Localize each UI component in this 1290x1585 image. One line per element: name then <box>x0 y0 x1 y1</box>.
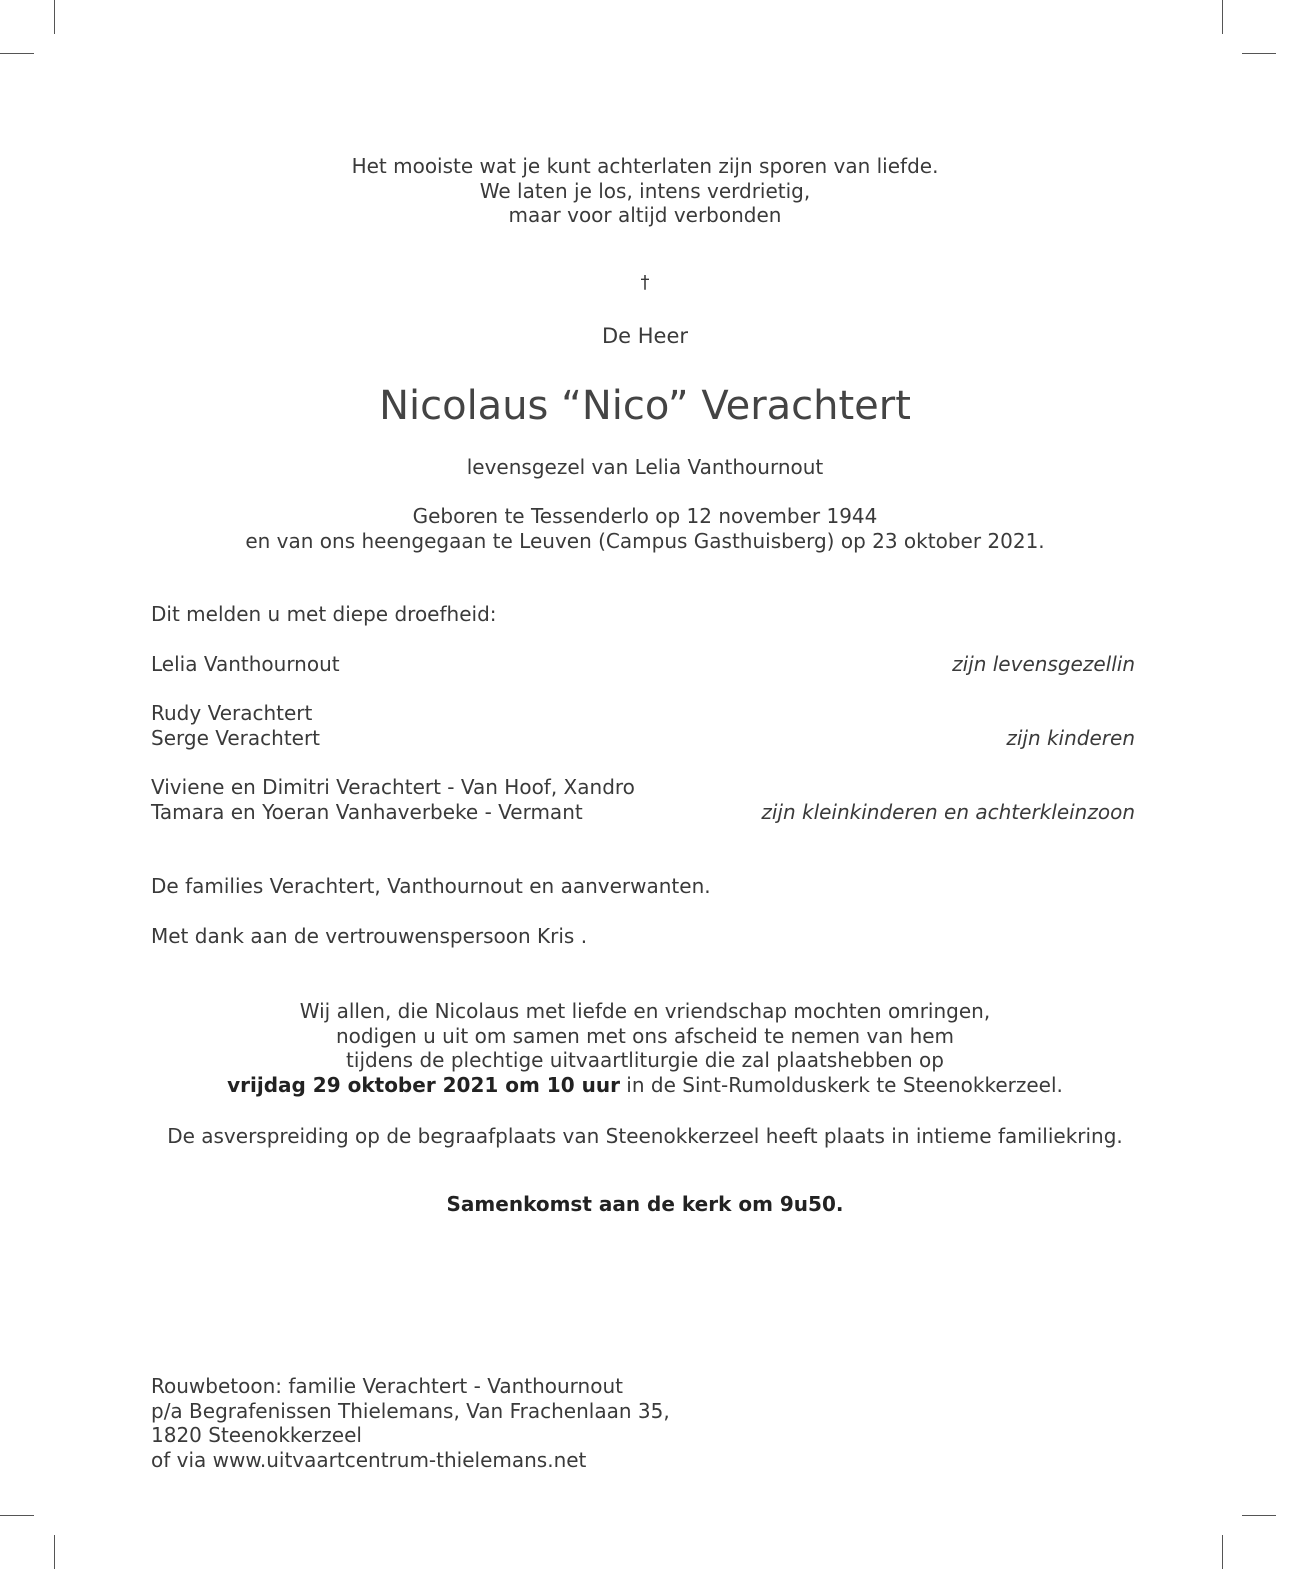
condolence-footer <box>151 1374 670 1472</box>
footer-line: p/a Begrafenissen Thielemans, Van Frachenlaan 35, <box>151 1398 670 1423</box>
family-name: Serge Verachtert <box>151 725 321 750</box>
family-relation: zijn kinderen <box>1006 725 1135 750</box>
invitation <box>0 999 1290 1097</box>
family-name: Viviene en Dimitri Verachtert - Van Hoof, Xandro <box>151 775 635 799</box>
family-names <box>151 775 635 824</box>
quote-line: We laten je los, intens verdrietig, <box>479 178 811 203</box>
invitation-line: tijdens de plechtige uitvaartliturgie die zal plaatshebben op <box>346 1048 944 1072</box>
invitation-line: Wij allen, die Nicolaus met liefde en vriendschap mochten omringen, <box>299 999 991 1023</box>
families-line: De families Verachtert, Vanthournout en aanverwanten. <box>151 874 711 898</box>
ceremony-place: in de Sint-Rumolduskerk te Steenokkerzeel. <box>619 1072 1063 1097</box>
birth-line: Geboren te Tessenderlo op 12 november 1944 <box>412 504 878 528</box>
partner-line: levensgezel van Lelia Vanthournout <box>466 455 824 479</box>
dates-block <box>0 504 1290 553</box>
quote-line: maar voor altijd verbonden <box>508 203 782 227</box>
crop-mark <box>0 53 34 54</box>
announcement: Dit melden u met diepe droefheid: <box>151 602 497 626</box>
thanks-line: Met dank aan de vertrouwenspersoon Kris . <box>151 924 588 948</box>
family-name: Rudy Verachtert <box>151 701 313 725</box>
quote-line: Het mooiste wat je kunt achterlaten zijn sporen van liefde. <box>351 154 939 178</box>
ashes-line: De asverspreiding op de begraafplaats van Steenokkerzeel heeft plaats in intieme familiekring. <box>167 1124 1123 1148</box>
family-name: Tamara en Yoeran Vanhaverbeke - Vermant <box>151 799 583 824</box>
crop-mark <box>0 1515 34 1516</box>
family-name: Lelia Vanthournout <box>151 652 340 676</box>
crop-mark <box>54 1535 55 1569</box>
family-names <box>151 701 320 750</box>
footer-line: of via www.uitvaartcentrum-thielemans.net <box>151 1447 587 1472</box>
crop-mark <box>1222 0 1223 34</box>
family-relation: zijn kleinkinderen en achterkleinzoon <box>761 799 1135 824</box>
death-line: en van ons heengegaan te Leuven (Campus Gasthuisberg) op 23 oktober 2021. <box>245 528 1045 553</box>
footer-line: Rouwbetoon: familie Verachtert - Vanthournout <box>151 1374 623 1398</box>
deceased-name: Nicolaus “Nico” Verachtert <box>379 383 911 429</box>
invitation-line: nodigen u uit om samen met ons afscheid te nemen van hem <box>335 1023 955 1048</box>
opening-quote <box>0 154 1290 228</box>
crop-mark <box>54 0 55 34</box>
crop-mark <box>1242 53 1276 54</box>
cross-symbol: † <box>640 272 650 293</box>
honorific-title: De Heer <box>601 324 689 348</box>
family-relation: zijn levensgezellin <box>952 652 1135 676</box>
crop-mark <box>1242 1515 1276 1516</box>
ceremony-date: vrijdag 29 oktober 2021 om 10 uur <box>227 1072 620 1097</box>
footer-line: 1820 Steenokkerzeel <box>151 1423 362 1447</box>
invitation-line <box>0 1073 1290 1098</box>
crop-mark <box>1222 1535 1223 1569</box>
meeting-line: Samenkomst aan de kerk om 9u50. <box>446 1192 844 1216</box>
